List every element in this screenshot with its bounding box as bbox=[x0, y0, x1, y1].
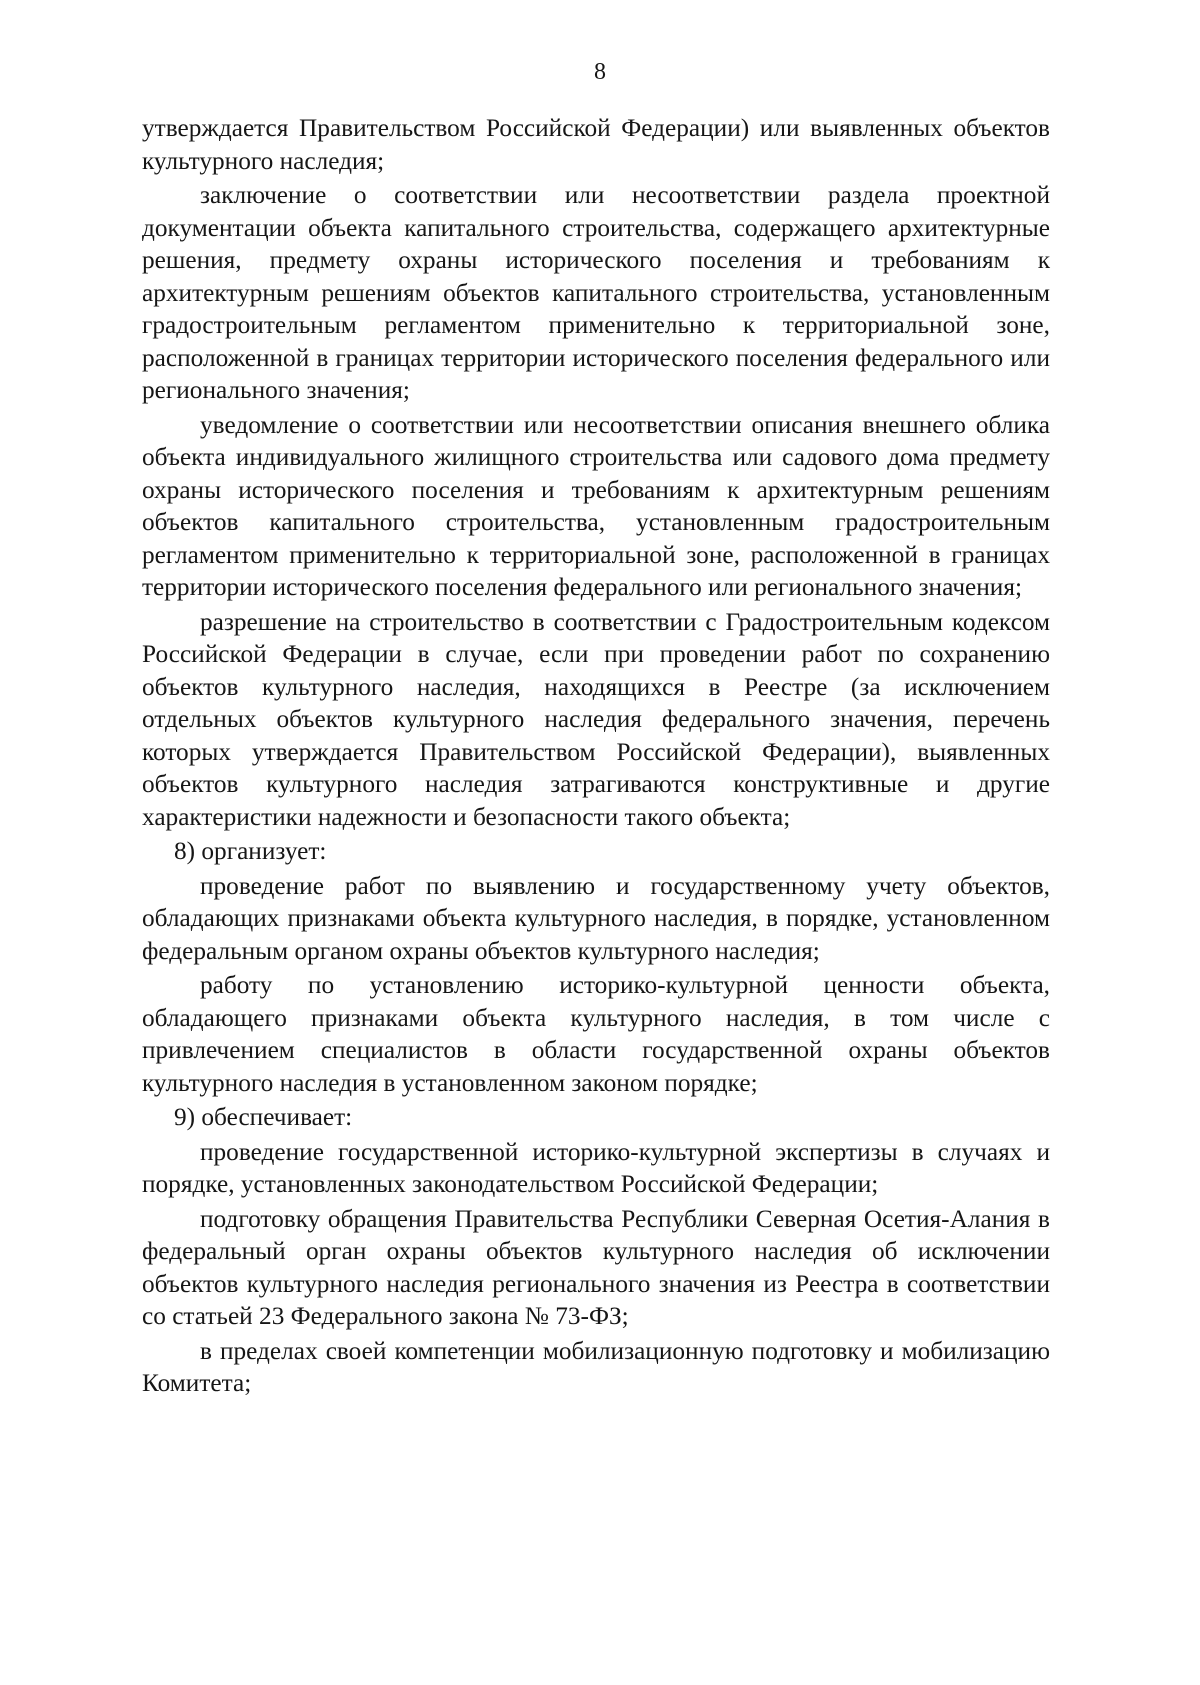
paragraph-construction-permit: разрешение на строительство в соответствии с Градостроительным кодексом Российской Федерации в случае, если при проведении работ по сохранению объектов культурного наследия, находящихся в Реестре (за исключением отдельных объектов культурного наследия федерального значения, перечень которых утверждается Правительством Российской Федерации), выявленных объектов культурного наследия затрагиваются конструктивные и другие характеристики надежности и безопасности такого объекта; bbox=[142, 607, 1050, 831]
paragraph-continuation: утверждается Правительством Российской Федерации) или выявленных объектов культурного наследия; bbox=[142, 114, 1050, 175]
page-number: 8 bbox=[594, 59, 606, 85]
paragraph-mobilization: в пределах своей компетенции мобилизационную подготовку и мобилизацию Комитета; bbox=[142, 1336, 1050, 1397]
paragraph-item-8-heading: 8) организует: bbox=[174, 837, 327, 865]
document-body bbox=[142, 112, 1050, 1402]
paragraph-item-9-heading: 9) обеспечивает: bbox=[174, 1103, 353, 1131]
paragraph-registry-exclusion: подготовку обращения Правительства Республики Северная Осетия-Алания в федеральный орган охраны объектов культурного наследия об исключении объектов культурного наследия регионального значения из Реестра в соответствии со статьей 23 Федерального закона № 73-ФЗ; bbox=[142, 1204, 1050, 1330]
paragraph-conclusion-architectural: заключение о соответствии или несоответствии раздела проектной документации объекта капитального строительства, содержащего архитектурные решения, предмету охраны исторического поселения и требованиям к архитектурным решениям объектов капитального строительства, установленным градостроительным регламентом применительно к территориальной зоне, расположенной в границах территории исторического поселения федерального или регионального значения; bbox=[142, 181, 1050, 404]
paragraph-historical-value: работу по установлению историко-культурной ценности объекта, обладающего признаками объекта культурного наследия, в том числе с привлечением специалистов в области государственной охраны объектов культурного наследия в установленном законом порядке; bbox=[142, 971, 1050, 1097]
paragraph-expertise: проведение государственной историко-культурной экспертизы в случаях и порядке, установленных законодательством Российской Федерации; bbox=[142, 1137, 1050, 1198]
paragraph-notification-appearance: уведомление о соответствии или несоответствии описания внешнего облика объекта индивидуального жилищного строительства или садового дома предмету охраны исторического поселения и требованиям к архитектурным решениям объектов капитального строительства, установленным градостроительным регламентом применительно к территориальной зоне, расположенной в границах территории исторического поселения федерального или регионального значения; bbox=[142, 410, 1050, 601]
paragraph-identification-works: проведение работ по выявлению и государственному учету объектов, обладающих признаками объекта культурного наследия, в порядке, установленном федеральным органом охраны объектов культурного наследия; bbox=[142, 871, 1050, 965]
